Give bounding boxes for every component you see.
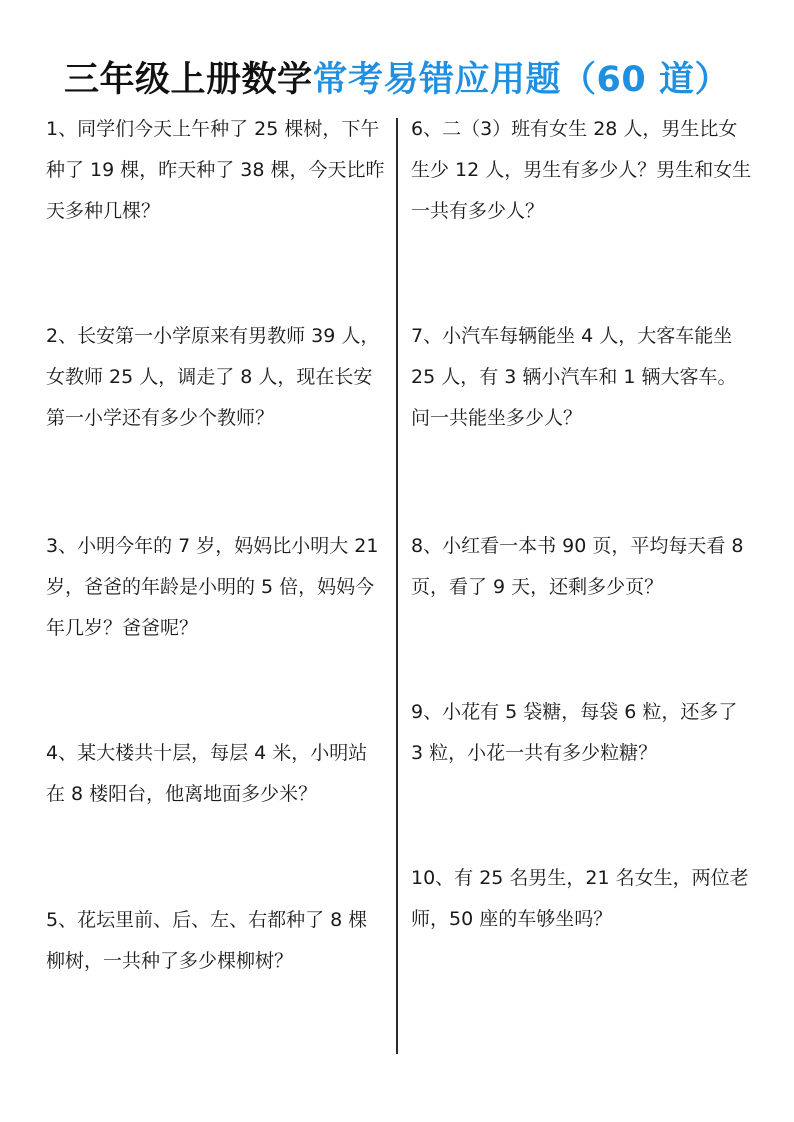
question-6: 6、二（3）班有女生 28 人，男生比女生少 12 人，男生有多少人？男生和女生一共有多少人？: [411, 118, 752, 222]
question-4: 4、某大楼共十层，每层 4 米，小明站在 8 楼阳台，他离地面多少米？: [46, 742, 368, 805]
question-10: 10、有 25 名男生，21 名女生，两位老师，50 座的车够坐吗？: [411, 867, 749, 930]
question-8: 8、小红看一本书 90 页，平均每天看 8 页，看了 9 天，还剩多少页？: [411, 535, 744, 598]
title-blue-part: 常考易错应用题（60 道）: [312, 60, 730, 100]
page-title: [0, 58, 794, 102]
question-3: 3、小明今年的 7 岁，妈妈比小明大 21 岁，爸爸的年龄是小明的 5 倍，妈妈今年几岁？爸爸呢？: [46, 535, 379, 639]
question-1: 1、同学们今天上午种了 25 棵树，下午种了 19 棵，昨天种了 38 棵，今天比昨天多种几棵？: [46, 118, 385, 222]
title-black-part: 三年级上册数学: [64, 60, 313, 100]
question-5: 5、花坛里前、后、左、右都种了 8 棵柳树，一共种了多少棵柳树？: [46, 909, 368, 972]
question-2: 2、长安第一小学原来有男教师 39 人，女教师 25 人，调走了 8 人，现在长安第一小学还有多少个教师？: [46, 325, 380, 429]
question-7: 7、小汽车每辆能坐 4 人，大客车能坐 25 人，有 3 辆小汽车和 1 辆大客车。问一共能坐多少人？: [411, 325, 737, 429]
column-divider: [396, 118, 398, 1054]
question-9: 9、小花有 5 袋糖，每袋 6 粒，还多了 3 粒，小花一共有多少粒糖？: [411, 701, 738, 764]
